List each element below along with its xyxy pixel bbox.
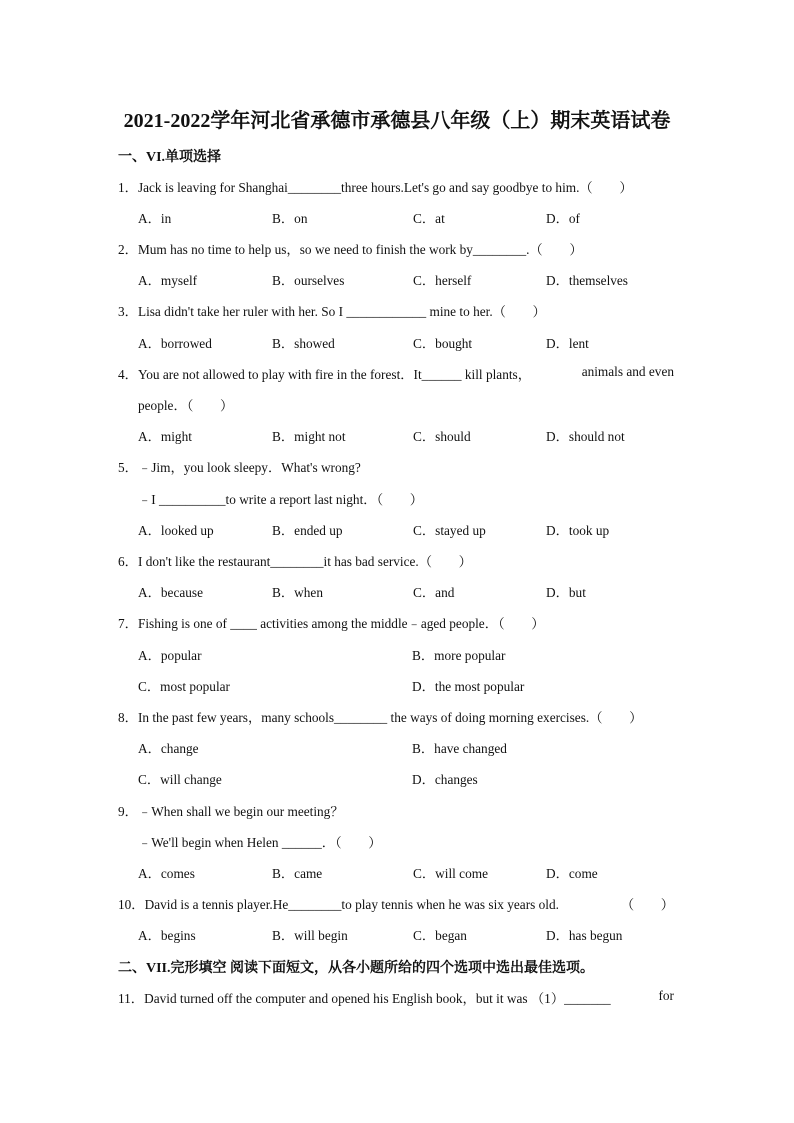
q3-option-b: B．showed	[272, 336, 335, 351]
question-8-stem: 8．In the past few years，many schools________ the ways of doing morning exercises.（ ）	[118, 710, 643, 725]
question-2-stem: 2．Mum has no time to help us，so we need to finish the work by________.（ ）	[118, 242, 583, 257]
q10-option-b: B．will begin	[272, 928, 348, 943]
q2-option-a: A．myself	[138, 273, 198, 288]
q2-option-b: B．ourselves	[272, 273, 345, 288]
question-6-stem: 6．I don't like the restaurant________it has bad service.（ ）	[118, 554, 472, 569]
question-1-stem: 1．Jack is leaving for Shanghai________three hours.Let's go and say goodbye to him.（ ）	[118, 180, 633, 195]
section-heading-cloze: 二、VII.完形填空 阅读下面短文，从各小题所给的四个选项中选出最佳选项。	[118, 961, 595, 976]
q4-option-d: D．should not	[546, 429, 625, 444]
q9-option-d: D．come	[546, 866, 598, 881]
q5-option-a: A．looked up	[138, 523, 214, 538]
question-3-stem: 3．Lisa didn't take her ruler with her. So I ____________ mine to her.（ ）	[118, 304, 546, 319]
question-10-stem-text: 10．David is a tennis player.He________to play tennis when he was six years old.	[118, 897, 559, 912]
q8-option-b: B．have changed	[412, 741, 507, 756]
q4-option-a: A．might	[138, 429, 192, 444]
q4-option-c: C．should	[413, 429, 471, 444]
q10-option-a: A．begins	[138, 928, 196, 943]
q6-option-b: B．when	[272, 585, 323, 600]
q7-option-d: D．the most popular	[412, 679, 525, 694]
q6-option-a: A．because	[138, 585, 203, 600]
q5-option-d: D．took up	[546, 523, 610, 538]
q3-option-a: A．borrowed	[138, 336, 212, 351]
q1-option-b: B．on	[272, 211, 308, 226]
q1-option-a: A．in	[138, 211, 172, 226]
q3-option-d: D．lent	[546, 336, 589, 351]
q8-option-c: C．will change	[138, 772, 222, 787]
q4-option-b: B．might not	[272, 429, 346, 444]
question-4-stem-line1	[118, 364, 674, 383]
question-7-stem: 7．Fishing is one of ____ activities among the middle﹣aged people．（ ）	[118, 616, 545, 631]
q10-option-c: C．began	[413, 928, 467, 943]
q6-option-c: C．and	[413, 585, 455, 600]
q10-option-d: D．has begun	[546, 928, 623, 943]
question-11-stem-text: 11．David turned off the computer and opened his English book，but it was （1）_______	[118, 991, 611, 1006]
q8-option-d: D．changes	[412, 772, 478, 787]
question-4-stem-line1-left: 4．You are not allowed to play with fire in the forest．It______ kill plants，	[118, 367, 532, 382]
question-4-stem-line1-right: animals and even	[581, 364, 674, 379]
question-10-stem	[118, 894, 674, 913]
q3-option-c: C．bought	[413, 336, 473, 351]
q1-option-d: D．of	[546, 211, 580, 226]
question-5-stem-line2: ﹣I __________to write a report last night．（ ）	[138, 492, 424, 507]
q6-option-d: D．but	[546, 585, 586, 600]
q5-option-c: C．stayed up	[413, 523, 486, 538]
q7-option-a: A．popular	[138, 648, 202, 663]
q2-option-d: D．themselves	[546, 273, 628, 288]
question-11-stem-line1	[118, 988, 674, 1007]
q7-option-b: B．more popular	[412, 648, 506, 663]
section-heading-single-choice: 一、VI.单项选择	[118, 150, 222, 165]
question-9-stem-line1: 9．﹣When shall we begin our meeting？	[118, 804, 344, 819]
question-5-stem-line1: 5．﹣Jim，you look sleepy．What's wrong?	[118, 460, 361, 475]
q1-option-c: C．at	[413, 211, 445, 226]
q2-option-c: C．herself	[413, 273, 472, 288]
question-4-stem-line2: people．（ ）	[138, 398, 234, 413]
page-title: 2021-2022学年河北省承德市承德县八年级（上）期末英语试卷	[123, 110, 671, 132]
question-10-answer-paren: （ ）	[620, 897, 674, 912]
question-11-stem-end: for	[658, 988, 674, 1003]
q8-option-a: A．change	[138, 741, 199, 756]
q9-option-a: A．comes	[138, 866, 195, 881]
q5-option-b: B．ended up	[272, 523, 343, 538]
q7-option-c: C．most popular	[138, 679, 230, 694]
q9-option-c: C．will come	[413, 866, 488, 881]
question-9-stem-line2: ﹣We'll begin when Helen ______．（ ）	[138, 835, 382, 850]
q9-option-b: B．came	[272, 866, 323, 881]
